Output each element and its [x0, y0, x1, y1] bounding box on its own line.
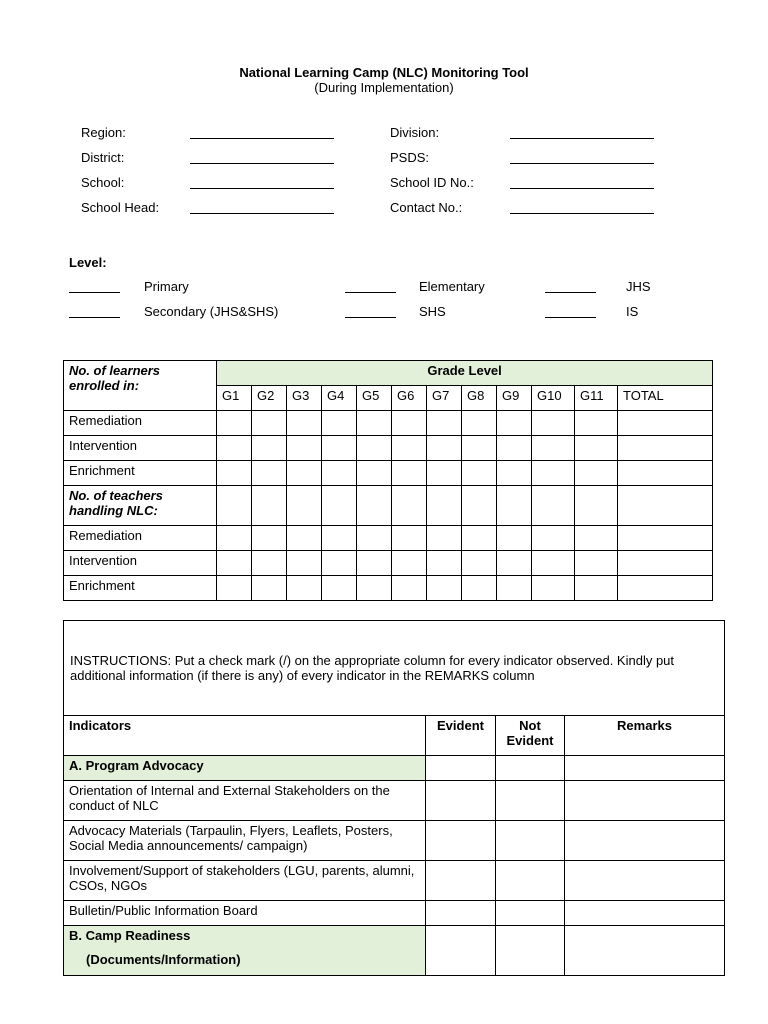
- cell[interactable]: [462, 411, 497, 436]
- grade-header: G2: [252, 386, 287, 411]
- learners-enrolled-label: No. of learners enrolled in:: [64, 361, 217, 411]
- cell[interactable]: [357, 436, 392, 461]
- not-evident-cell[interactable]: [496, 756, 565, 781]
- region-field[interactable]: [190, 126, 334, 139]
- contact-no-label: Contact No.:: [390, 200, 463, 215]
- cell[interactable]: [618, 436, 713, 461]
- cell[interactable]: [575, 576, 618, 601]
- table-row: [64, 486, 713, 526]
- cell[interactable]: [287, 526, 322, 551]
- indicator-table: [63, 620, 725, 976]
- cell[interactable]: [497, 526, 532, 551]
- row-label: Intervention: [64, 436, 217, 461]
- school-field[interactable]: [190, 176, 334, 189]
- grade-header: G7: [427, 386, 462, 411]
- cell[interactable]: [618, 576, 713, 601]
- cell[interactable]: [462, 576, 497, 601]
- psds-label: PSDS:: [390, 150, 430, 165]
- level-check-elementary[interactable]: [345, 280, 396, 293]
- remarks-cell[interactable]: [565, 756, 725, 781]
- cell[interactable]: [427, 486, 462, 526]
- teachers-handling-label: No. of teachers handling NLC:: [64, 486, 217, 526]
- cell[interactable]: [217, 436, 252, 461]
- section-a-label: A. Program Advocacy: [64, 756, 426, 781]
- cell[interactable]: [532, 526, 575, 551]
- table-row: [64, 821, 725, 861]
- indicators-header: Indicators: [64, 716, 426, 756]
- remarks-header: Remarks: [565, 716, 725, 756]
- cell[interactable]: [497, 436, 532, 461]
- cell[interactable]: [252, 486, 287, 526]
- cell[interactable]: [392, 461, 427, 486]
- cell[interactable]: [575, 436, 618, 461]
- row-label: Enrichment: [64, 576, 217, 601]
- evident-cell[interactable]: [426, 781, 496, 821]
- row-label: Remediation: [64, 411, 217, 436]
- grade-header: G4: [322, 386, 357, 411]
- table-row: [64, 861, 725, 901]
- row-label: Remediation: [64, 526, 217, 551]
- cell[interactable]: [357, 486, 392, 526]
- contact-no-field[interactable]: [510, 201, 654, 214]
- cell[interactable]: [252, 551, 287, 576]
- school-head-field[interactable]: [190, 201, 334, 214]
- school-id-label: School ID No.:: [390, 175, 474, 190]
- not-evident-cell[interactable]: [496, 861, 565, 901]
- cell[interactable]: [427, 411, 462, 436]
- evident-cell[interactable]: [426, 821, 496, 861]
- not-evident-cell[interactable]: [496, 926, 565, 976]
- school-head-label: School Head:: [81, 200, 160, 215]
- cell[interactable]: [575, 411, 618, 436]
- section-row: [64, 756, 725, 781]
- grade-level-header: Grade Level: [217, 361, 713, 386]
- table-row: [64, 576, 713, 601]
- cell[interactable]: [357, 551, 392, 576]
- cell[interactable]: [462, 436, 497, 461]
- cell[interactable]: [322, 486, 357, 526]
- division-field[interactable]: [510, 126, 654, 139]
- grade-header: G8: [462, 386, 497, 411]
- cell[interactable]: [357, 461, 392, 486]
- table-row: [64, 436, 713, 461]
- grade-header: G6: [392, 386, 427, 411]
- indicator-label: Involvement/Support of stakeholders (LGU, parents, alumni, CSOs, NGOs: [64, 861, 426, 901]
- cell[interactable]: [497, 576, 532, 601]
- psds-field[interactable]: [510, 151, 654, 164]
- indicator-label: Advocacy Materials (Tarpaulin, Flyers, Leaflets, Posters, Social Media announcements/ campaign): [64, 821, 426, 861]
- indicator-label: Bulletin/Public Information Board: [64, 901, 426, 926]
- indicator-label: Orientation of Internal and External Stakeholders on the conduct of NLC: [64, 781, 426, 821]
- evident-cell[interactable]: [426, 861, 496, 901]
- evident-cell[interactable]: [426, 901, 496, 926]
- section-b-title: B. Camp Readiness: [69, 928, 191, 943]
- cell[interactable]: [287, 436, 322, 461]
- row-label: Intervention: [64, 551, 217, 576]
- level-title: Level:: [69, 255, 107, 270]
- cell[interactable]: [252, 436, 287, 461]
- cell[interactable]: [618, 526, 713, 551]
- remarks-cell[interactable]: [565, 781, 725, 821]
- cell[interactable]: [427, 576, 462, 601]
- cell[interactable]: [618, 486, 713, 526]
- cell[interactable]: [497, 461, 532, 486]
- level-jhs-label: JHS: [626, 279, 651, 294]
- cell[interactable]: [287, 486, 322, 526]
- cell[interactable]: [532, 576, 575, 601]
- grade-header: TOTAL: [618, 386, 713, 411]
- evident-header: Evident: [426, 716, 496, 756]
- cell[interactable]: [252, 461, 287, 486]
- division-label: Division:: [390, 125, 440, 140]
- cell[interactable]: [217, 526, 252, 551]
- grade-header: G1: [217, 386, 252, 411]
- grade-header: G3: [287, 386, 322, 411]
- not-evident-cell[interactable]: [496, 901, 565, 926]
- school-label: School:: [81, 175, 125, 190]
- cell[interactable]: [252, 411, 287, 436]
- cell[interactable]: [217, 486, 252, 526]
- section-b-label: [64, 926, 426, 976]
- page-subtitle: (During Implementation): [314, 80, 454, 95]
- level-check-primary[interactable]: [69, 280, 120, 293]
- not-evident-cell[interactable]: [496, 781, 565, 821]
- cell[interactable]: [575, 461, 618, 486]
- cell[interactable]: [532, 461, 575, 486]
- cell[interactable]: [618, 411, 713, 436]
- level-check-secondary[interactable]: [69, 305, 120, 318]
- table-row: [64, 901, 725, 926]
- cell[interactable]: [252, 526, 287, 551]
- cell[interactable]: [618, 551, 713, 576]
- cell[interactable]: [287, 576, 322, 601]
- remarks-cell[interactable]: [565, 926, 725, 976]
- cell[interactable]: [392, 526, 427, 551]
- cell[interactable]: [392, 436, 427, 461]
- cell[interactable]: [357, 526, 392, 551]
- cell[interactable]: [322, 411, 357, 436]
- cell[interactable]: [532, 436, 575, 461]
- level-shs-label: SHS: [419, 304, 446, 319]
- cell[interactable]: [497, 551, 532, 576]
- cell[interactable]: [322, 576, 357, 601]
- table-row: [64, 461, 713, 486]
- cell[interactable]: [287, 461, 322, 486]
- grade-header: G9: [497, 386, 532, 411]
- cell[interactable]: [575, 486, 618, 526]
- cell[interactable]: [322, 461, 357, 486]
- cell[interactable]: [217, 461, 252, 486]
- cell[interactable]: [462, 461, 497, 486]
- cell[interactable]: [575, 551, 618, 576]
- table-row: [64, 526, 713, 551]
- remarks-cell[interactable]: [565, 821, 725, 861]
- cell[interactable]: [462, 486, 497, 526]
- not-evident-header: Not Evident: [496, 716, 565, 756]
- cell[interactable]: [322, 436, 357, 461]
- level-primary-label: Primary: [144, 279, 189, 294]
- cell[interactable]: [618, 461, 713, 486]
- level-check-is[interactable]: [545, 305, 596, 318]
- level-check-jhs[interactable]: [545, 280, 596, 293]
- row-label: Enrichment: [64, 461, 217, 486]
- section-row: [64, 926, 725, 976]
- cell[interactable]: [287, 551, 322, 576]
- cell[interactable]: [357, 411, 392, 436]
- cell[interactable]: [532, 411, 575, 436]
- district-label: District:: [81, 150, 125, 165]
- level-secondary-label: Secondary (JHS&SHS): [144, 304, 279, 319]
- cell[interactable]: [497, 411, 532, 436]
- cell[interactable]: [322, 526, 357, 551]
- cell[interactable]: [252, 576, 287, 601]
- remarks-cell[interactable]: [565, 901, 725, 926]
- cell[interactable]: [532, 486, 575, 526]
- cell[interactable]: [427, 461, 462, 486]
- cell[interactable]: [322, 551, 357, 576]
- district-field[interactable]: [190, 151, 334, 164]
- cell[interactable]: [427, 526, 462, 551]
- instructions-text: INSTRUCTIONS: Put a check mark (/) on the appropriate column for every indicator observed. Kindly put additional information (if there is any) of every indicator in the REMARKS column: [64, 621, 725, 716]
- table-row: [64, 411, 713, 436]
- cell[interactable]: [357, 576, 392, 601]
- region-label: Region:: [81, 125, 126, 140]
- cell[interactable]: [427, 436, 462, 461]
- cell[interactable]: [462, 526, 497, 551]
- page-title: National Learning Camp (NLC) Monitoring Tool: [239, 65, 529, 80]
- grade-header: G11: [575, 386, 618, 411]
- section-b-subtitle: (Documents/Information): [86, 952, 241, 967]
- cell[interactable]: [427, 551, 462, 576]
- cell[interactable]: [392, 486, 427, 526]
- not-evident-cell[interactable]: [496, 821, 565, 861]
- cell[interactable]: [217, 551, 252, 576]
- grade-header: G10: [532, 386, 575, 411]
- level-elementary-label: Elementary: [419, 279, 485, 294]
- grade-header: G5: [357, 386, 392, 411]
- cell[interactable]: [392, 551, 427, 576]
- enrollment-table: [63, 360, 713, 601]
- remarks-cell[interactable]: [565, 861, 725, 901]
- level-is-label: IS: [626, 304, 639, 319]
- cell[interactable]: [217, 411, 252, 436]
- cell[interactable]: [497, 486, 532, 526]
- cell[interactable]: [392, 411, 427, 436]
- table-row: [64, 781, 725, 821]
- cell[interactable]: [532, 551, 575, 576]
- cell[interactable]: [217, 576, 252, 601]
- table-row: [64, 551, 713, 576]
- cell[interactable]: [287, 411, 322, 436]
- evident-cell[interactable]: [426, 926, 496, 976]
- level-check-shs[interactable]: [345, 305, 396, 318]
- cell[interactable]: [575, 526, 618, 551]
- cell[interactable]: [392, 576, 427, 601]
- cell[interactable]: [462, 551, 497, 576]
- school-id-field[interactable]: [510, 176, 654, 189]
- evident-cell[interactable]: [426, 756, 496, 781]
